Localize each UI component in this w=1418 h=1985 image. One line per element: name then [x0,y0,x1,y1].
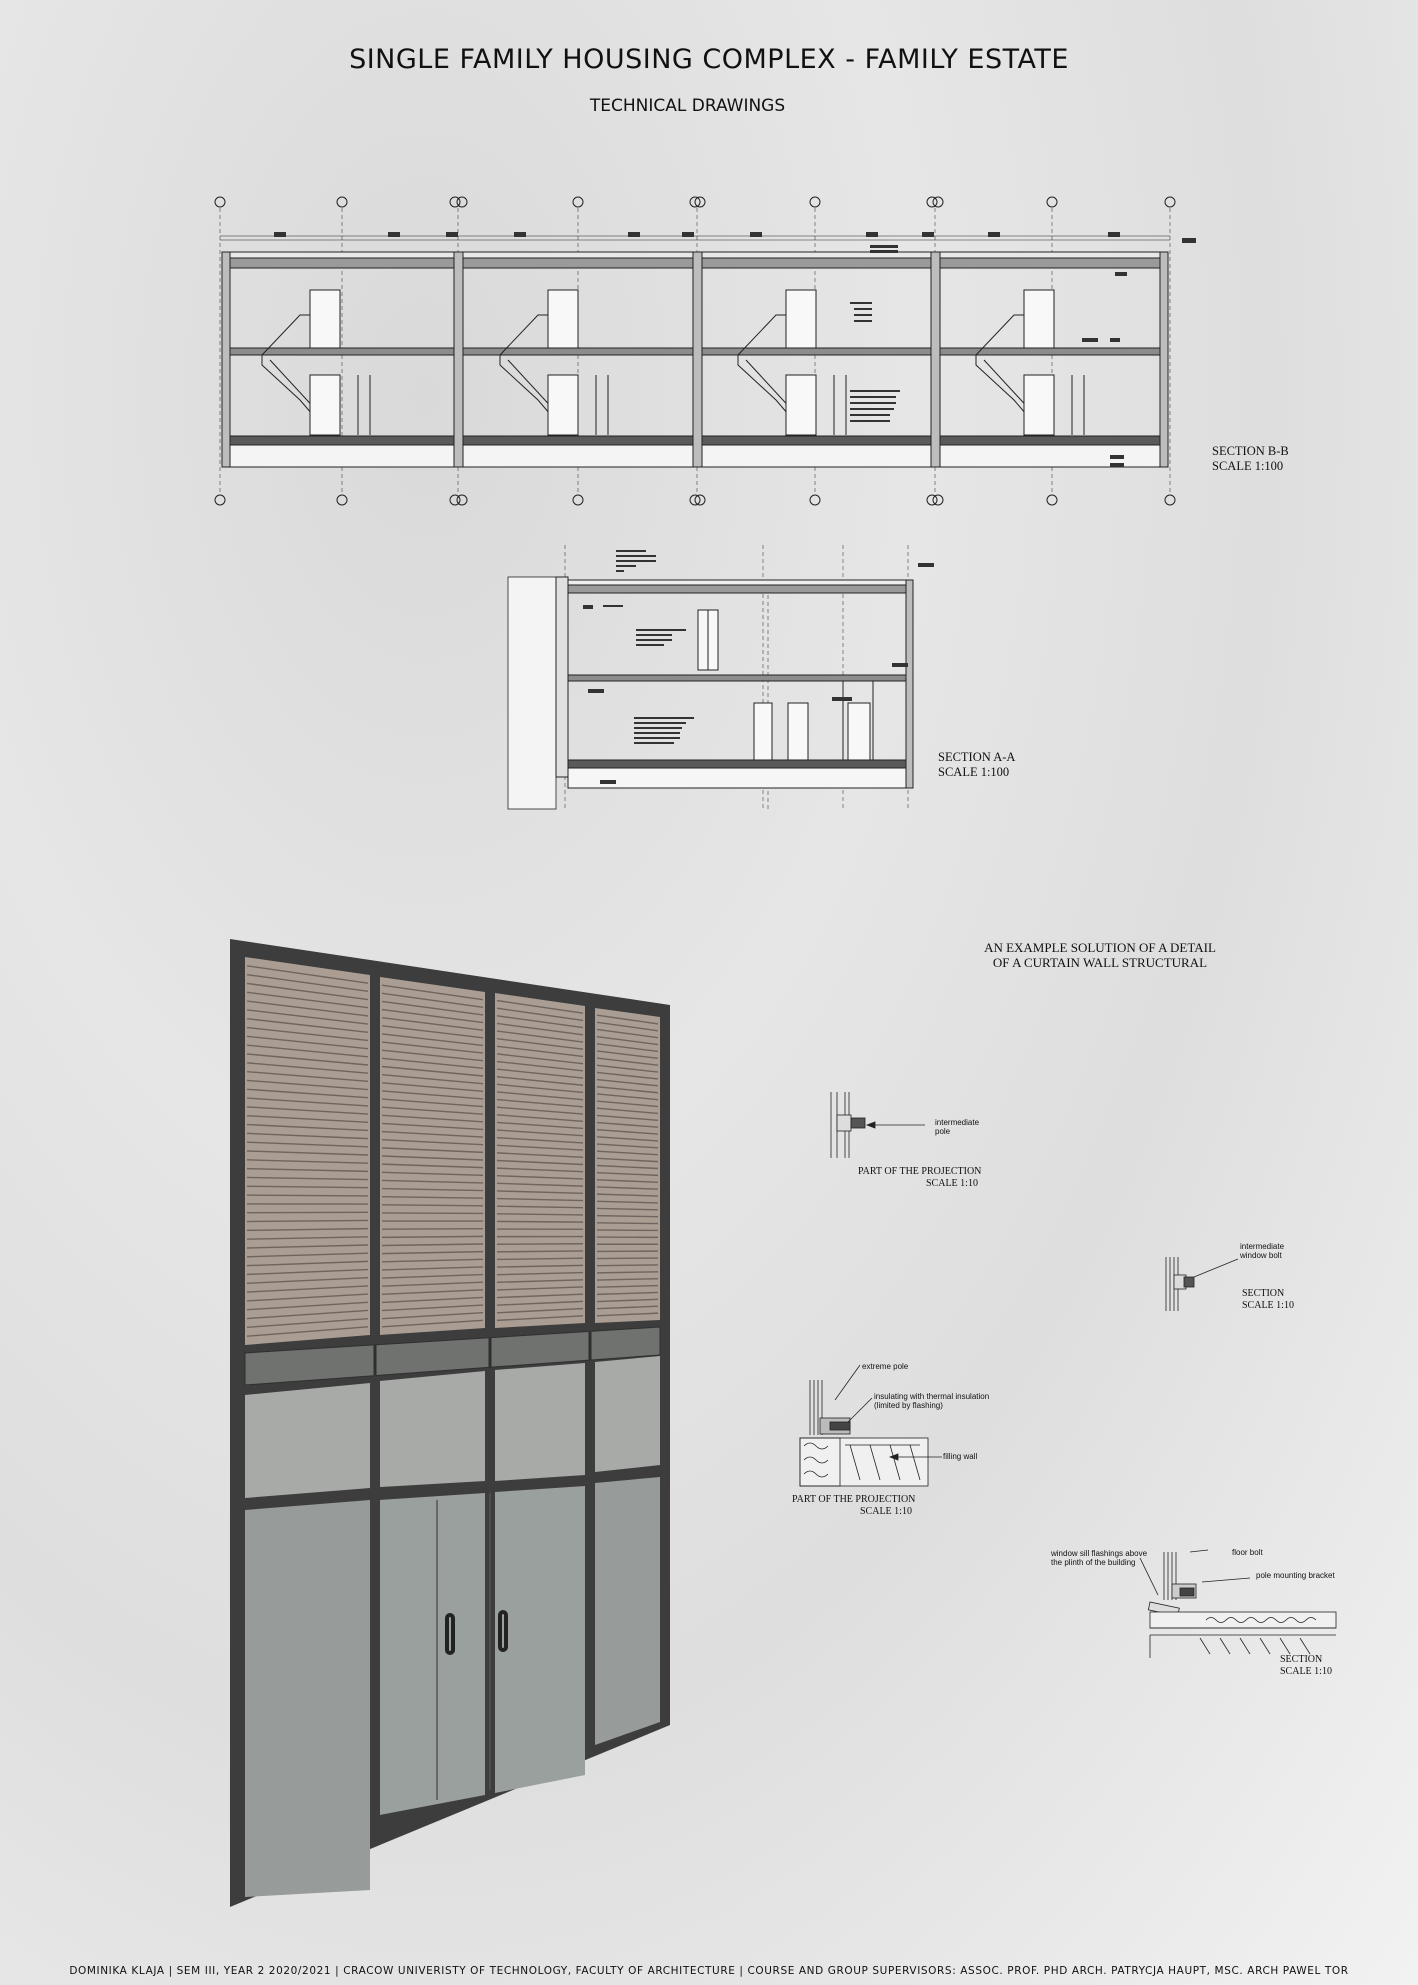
detail4-caption-line1: SECTION [1280,1654,1323,1665]
louvre-panels [245,957,660,1345]
detail3-note-bottom: filling wall [943,1452,978,1461]
detail1-caption-line2: SCALE 1:10 [926,1178,978,1189]
louvre-slat [597,1258,658,1259]
section-bb-drawing [210,190,1200,520]
detail3-note-mid-line1: insulating with thermal insulation [874,1392,990,1401]
curtain-wall-heading-line2: OF A CURTAIN WALL STRUCTURAL [992,955,1208,970]
curtain-wall-render [225,935,675,1915]
detail4-note-left-line2: the plinth of the building [1051,1558,1136,1567]
detail3-caption-line2: SCALE 1:10 [860,1506,912,1517]
detail2-note [1240,1242,1284,1260]
detail3-caption [792,1494,915,1518]
louvre-slat [497,1251,583,1252]
grid-axes-bottom [215,495,1175,505]
louvre-slat [247,1195,368,1196]
section-aa-drawing [508,545,948,810]
detail3-note-mid-line2: (limited by flashing) [874,1401,943,1410]
detail2-caption-line1: SECTION [1242,1288,1285,1299]
detail4-note-right: pole mounting bracket [1256,1571,1335,1580]
section-bb-label [1212,444,1289,474]
detail4-note-left-line1: window sill flashings above [1051,1549,1148,1558]
page-subtitle: TECHNICAL DRAWINGS [589,96,786,116]
detail1-caption-line1: PART OF THE PROJECTION [858,1166,982,1177]
louvre-slat [497,1244,583,1245]
louvre-slat [382,1236,483,1237]
detail4-caption [1280,1654,1332,1678]
section-aa-scale: SCALE 1:100 [938,765,1010,779]
detail1-note-line1: intermediate [935,1118,980,1127]
louvre-slat [597,1265,658,1266]
detail1-note-line2: pole [935,1127,951,1136]
stair-unit-1 [262,290,370,435]
louvre-slat [597,1223,658,1224]
louvre-slat [597,1230,658,1231]
stair-unit-2 [500,290,608,435]
detail3-note-mid [874,1392,989,1410]
detail3-caption-line1: PART OF THE PROJECTION [792,1494,916,1505]
page-title: SINGLE FAMILY HOUSING COMPLEX - FAMILY ESTATE [349,44,1069,75]
detail4-caption-line2: SCALE 1:10 [1280,1666,1332,1677]
curtain-wall-heading [900,940,1300,970]
section-aa-label [938,750,1015,780]
detail4-note-left [1051,1549,1147,1567]
detail2-caption-line2: SCALE 1:10 [1242,1300,1294,1311]
detail1-caption [858,1166,981,1190]
section-aa-name: SECTION A-A [938,750,1016,764]
section-bb-name: SECTION B-B [1212,444,1289,458]
stair-unit-3 [738,290,846,435]
detail2-caption [1242,1288,1294,1312]
louvre-slat [382,1213,483,1214]
detail2-note-line1: intermediate [1240,1242,1285,1251]
detail-intermediate-window-bolt [1160,1255,1240,1315]
detail4-note-top: floor bolt [1232,1548,1263,1557]
detail1-note [935,1118,979,1136]
detail-intermediate-pole [825,1090,935,1160]
section-bb-scale: SCALE 1:100 [1212,459,1284,473]
grid-axes-top [215,197,1175,207]
detail2-note-line2: window bolt [1240,1251,1282,1260]
detail3-note-top: extreme pole [862,1362,909,1371]
stair-unit-4 [976,290,1084,435]
detail-extreme-pole [790,1360,950,1490]
louvre-slat [382,1229,483,1230]
louvre-slat [497,1221,583,1222]
footer-credits: DOMINIKA KLAJA | SEM III, YEAR 2 2020/2021 | CRACOW UNIVERISTY OF TECHNOLOGY, FACULTY OF ARCHITECTURE | COURSE AND GROUP SUPERVISORS: ASSOC. PROF. PHD ARCH. PATRYCJA HAUPT, MSC. ARCH PAWEL TOR [69,1965,1349,1977]
curtain-wall-heading-line1: AN EXAMPLE SOLUTION OF A DETAIL [984,940,1216,955]
